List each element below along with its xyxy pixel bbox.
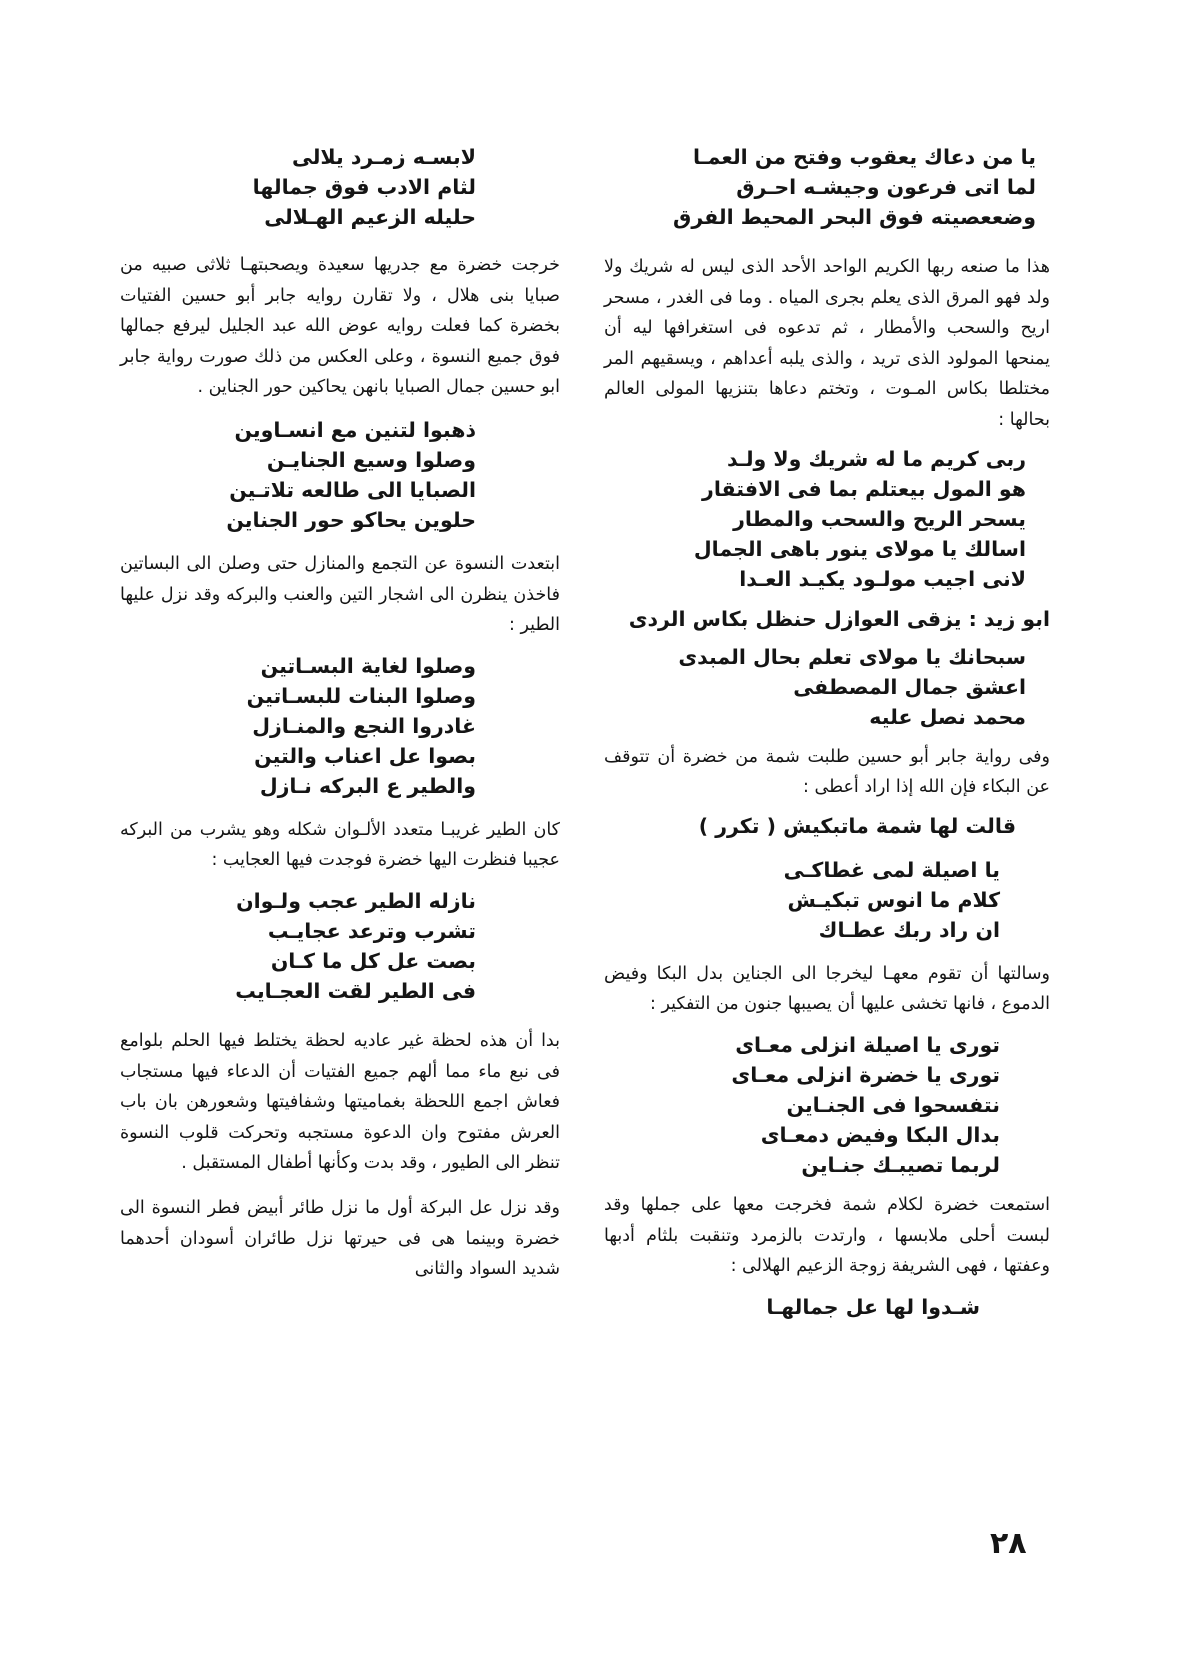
- verse-line: لانى اجيب مولـود يكيـد العـدا: [739, 566, 1026, 591]
- paragraph: بدا أن هذه لحظة غير عاديه لحظة يختلط فيها الحلم بلوامع فى نبع ماء مما ألهم جميع الفتيات أن الدعاء فيها مستجاب فعاش اجمع اللحظة بغماميتها وشفافيتها وشعورهن بان باب العرش مفتوح وان الدعوة مستجبه وتحركت قلوب النسوة تنظر الى الطيور ، وقد بدت وكأنها أطفال المستقبل .: [120, 1030, 560, 1174]
- verse-line: يسحر الريح والسحب والمطار: [733, 506, 1026, 531]
- paragraph: هذا ما صنعه ربها الكريم الواحد الأحد الذى ليس له شريك ولا ولد فهو المرق الذى يعلم بجرى المياه . وما فى الغدر ، مسحر اريح والسحب والأمطار ، ثم تدعوه فى استغرافها ليه أن يمنحها المولود الذى تريد ، والذى يلبه أعداهم ، ويسقيهم المر مختلطا بكاس المـوت ، وتختم دعاها بتنزيها المولى العالم بحالها :: [604, 257, 1050, 430]
- speaker-line: قالت لها شمة ماتبكيش ( تكرر ): [698, 813, 1016, 838]
- verse-line: تشرب وترعد عجايـب: [267, 918, 476, 943]
- speaker-line: ابو زيد : يزقى العوازل حنظل بكاس الردى: [628, 606, 1050, 631]
- verse-block: [604, 855, 1000, 945]
- verse-line: تورى يا اصيلة انزلى معـاى: [735, 1032, 1000, 1057]
- paragraph: استمعت خضرة لكلام شمة فخرجت معها على جملها وقد لبست أحلى ملابسها ، وارتدت بالزمرد وتنقبت بلثام أدبها وعفتها ، فهى الشريفة زوجة الزعيم الهلالى :: [604, 1194, 1050, 1277]
- verse-line: شـدوا لها عل جمالهـا: [766, 1294, 980, 1319]
- verse-block: [604, 642, 1026, 732]
- verse-block: [120, 886, 476, 1006]
- verse-line: يا اصيلة لمى غطاكـى: [783, 857, 1000, 882]
- verse-line: الصبايا الى طالعه تلاتـين: [229, 477, 476, 502]
- verse-line: كلام ما انوس تبكيـش: [787, 887, 1000, 912]
- verse-line: حليله الزعيم الهـلالى: [264, 205, 476, 229]
- paragraph: وسالتها أن تقوم معهـا ليخرجا الى الجناين بدل البكا وفيض الدموع ، فانها تخشى عليها أن يصيبها جنون من التفكير :: [604, 963, 1050, 1015]
- verse-block: [120, 142, 476, 232]
- page-number: ٢٨: [990, 1526, 1027, 1561]
- verse-line: وصلوا البنات للبسـاتين: [246, 683, 476, 708]
- verse-line: ذهبوا لتنين مع انسـاوين: [234, 417, 476, 442]
- verse-block: [604, 1030, 1000, 1180]
- verse-line: نازله الطير عجب ولـوان: [236, 888, 476, 913]
- verse-line: بدال البكا وفيض دمعـاى: [760, 1122, 1000, 1147]
- verse-block: [604, 1292, 980, 1322]
- verse-line: اعشق جمال المصطفى: [793, 674, 1026, 699]
- paragraph: كان الطير غريبـا متعدد الألـوان شكله وهو يشرب من البركه عجيبا فنظرت اليها خضرة فوجدت فيها العجايب :: [120, 819, 560, 871]
- verse-line: اسالك يا مولاى ينور باهى الجمال: [693, 536, 1026, 561]
- paragraph: وقد نزل عل البركة أول ما نزل طائر أبيض فطر النسوة الى خضرة وبينما هى فى حيرتها نزل طائران أسودان أحدهما شديد السواد والثانى: [120, 1197, 560, 1280]
- verse-line: والطير ع البركه نـازل: [259, 773, 476, 798]
- verse-line: غادروا النجع والمنـازل: [252, 713, 476, 738]
- verse-line: بصوا عل اعناب والتين: [254, 743, 476, 768]
- verse-line: وضععصيته فوق البحر المحيط الفرق: [673, 205, 1036, 229]
- verse-line: محمد نصل عليه: [869, 704, 1026, 729]
- verse-line: بصت عل كل ما كـان: [270, 948, 476, 973]
- paragraph: وفى رواية جابر أبو حسين طلبت شمة من خضرة أن تتوقف عن البكاء فإن الله إذا اراد أعطى :: [604, 746, 1050, 798]
- paragraph: ابتعدت النسوة عن التجمع والمنازل حتى وصلن الى البساتين فاخذن ينظرن الى اشجار التين والعنب والبركه وقد نزل عليها الطير :: [120, 553, 560, 636]
- verse-line: لما اتى فرعون وجيشـه احـرق: [736, 175, 1036, 199]
- verse-line: لربما تصيبـك جنـاين: [801, 1152, 1000, 1177]
- verse-line: يا من دعاك يعقوب وفتح من العمـا: [692, 145, 1036, 169]
- verse-line: وصلوا لغاية البسـاتين: [260, 653, 476, 678]
- verse-line: نتفسحوا فى الجنـاين: [786, 1092, 1000, 1117]
- verse-line: لابسـه زمـرد يلالى: [291, 145, 476, 169]
- verse-line: ان راد ربك عطـاك: [818, 917, 1000, 942]
- verse-block: [120, 651, 476, 801]
- paragraph: خرجت خضرة مع جدريها سعيدة ويصحبتهـا ثلاثى صبيه من صبايا بنى هلال ، ولا تقارن روايه جابر أبو حسين الفتيات بخضرة كما فعلت روايه عوض الله عبد الجليل ليرفع جمالها فوق جميع النسوة ، وعلى العكس من ذلك صورت رواية جابر ابو حسين جمال الصبايا بانهن يحاكين حور الجناين .: [120, 255, 560, 398]
- verse-block: [604, 142, 1036, 232]
- verse-line: وصلوا وسيع الجنايـن: [266, 447, 476, 472]
- left-column: [120, 140, 560, 1285]
- verse-line: فى الطير لقت العجـايب: [235, 978, 476, 1003]
- verse-line: هو المول بيعتلم بما فى الافتقار: [702, 476, 1026, 501]
- right-column: [604, 140, 1050, 1322]
- verse-line: ربى كريم ما له شريك ولا ولـد: [726, 446, 1026, 471]
- verse-line: تورى يا خضرة انزلى معـاى: [731, 1062, 1000, 1087]
- verse-line: لثام الادب فوق جمالها: [252, 175, 476, 199]
- verse-block: [120, 415, 476, 535]
- verse-block: [604, 444, 1026, 594]
- verse-line: سبحانك يا مولاى تعلم بحال المبدى: [678, 644, 1026, 669]
- verse-line: حلوين يحاكو حور الجناين: [226, 507, 476, 532]
